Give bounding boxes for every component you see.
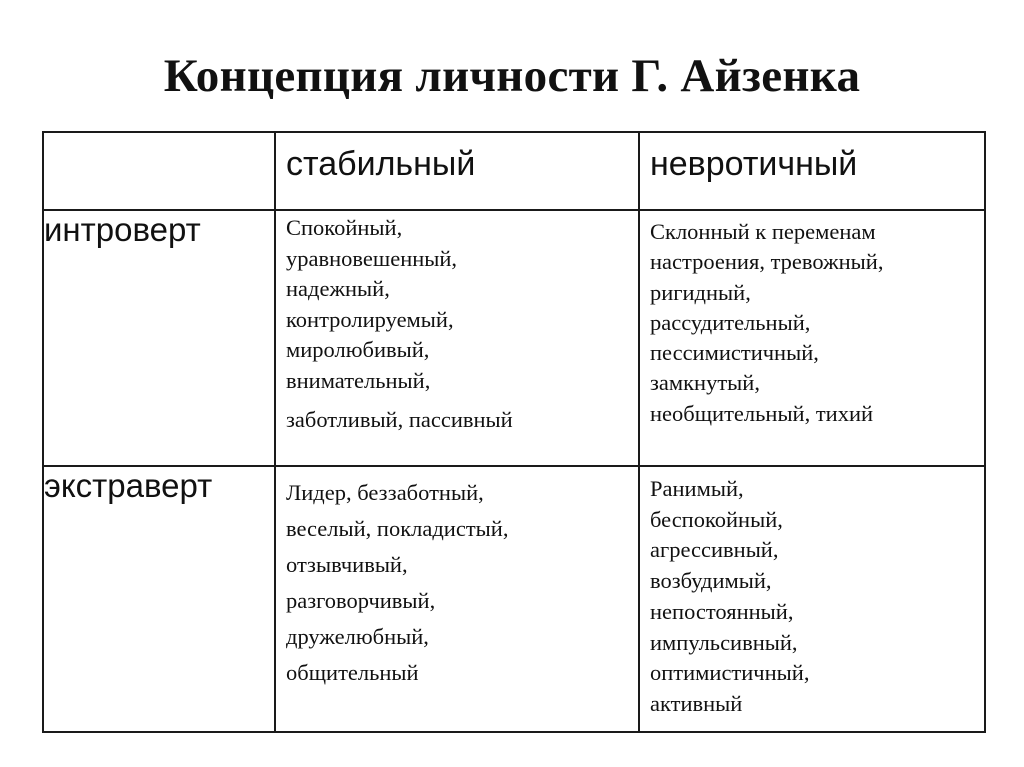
trait-item: надежный, bbox=[286, 276, 390, 301]
trait-item: уравновешенный, bbox=[286, 245, 458, 271]
trait-list bbox=[640, 211, 984, 429]
trait-item: настроения, тревожный, bbox=[650, 249, 884, 275]
trait-item: замкнутый, bbox=[650, 370, 760, 396]
trait-item: ригидный, bbox=[650, 279, 751, 305]
cell-introvert-neurotic bbox=[639, 210, 985, 466]
cell-extravert-neurotic bbox=[639, 466, 985, 732]
trait-list bbox=[276, 467, 638, 691]
trait-item: непостоянный, bbox=[650, 598, 794, 624]
trait-item: импульсивный, bbox=[650, 629, 798, 655]
row-header-extravert: экстраверт bbox=[43, 466, 275, 732]
trait-item: заботливый, пассивный bbox=[286, 407, 513, 432]
trait-item: пессимистичный, bbox=[650, 340, 819, 366]
table-header-row bbox=[43, 132, 985, 210]
trait-item: дружелюбный, bbox=[286, 624, 429, 649]
trait-item: отзывчивый, bbox=[286, 552, 408, 577]
trait-list bbox=[640, 467, 984, 720]
trait-item: беспокойный, bbox=[650, 506, 783, 532]
column-header-neurotic-label: невротичный bbox=[650, 145, 858, 183]
trait-item: возбудимый, bbox=[650, 568, 772, 594]
column-header-stable bbox=[275, 132, 639, 210]
trait-item: активный bbox=[650, 690, 743, 716]
trait-item: веселый, покладистый, bbox=[286, 516, 509, 541]
row-header-introvert: интроверт bbox=[43, 210, 275, 466]
trait-item: внимательный, bbox=[286, 367, 431, 393]
personality-table bbox=[42, 131, 986, 733]
corner-cell bbox=[43, 132, 275, 210]
trait-item: Лидер, беззаботный, bbox=[286, 480, 484, 505]
trait-item: рассудительный, bbox=[650, 309, 811, 335]
trait-item: Ранимый, bbox=[650, 476, 744, 501]
page-title: Концепция личности Г. Айзенка bbox=[163, 50, 861, 102]
cell-introvert-stable bbox=[275, 210, 639, 466]
column-header-neurotic bbox=[639, 132, 985, 210]
trait-item: контролируемый, bbox=[286, 306, 454, 332]
trait-item: оптимистичный, bbox=[650, 660, 810, 686]
table-row-extravert bbox=[43, 466, 985, 732]
trait-item: разговорчивый, bbox=[286, 588, 436, 613]
trait-item: общительный bbox=[286, 660, 419, 685]
trait-item: миролюбивый, bbox=[286, 337, 430, 362]
table-row-introvert bbox=[43, 210, 985, 466]
trait-item: Склонный к переменам bbox=[650, 219, 876, 244]
trait-list bbox=[276, 211, 638, 436]
trait-item: агрессивный, bbox=[650, 537, 779, 563]
trait-item: необщительный, тихий bbox=[650, 400, 874, 426]
column-header-stable-label: стабильный bbox=[286, 145, 476, 183]
trait-item: Спокойный, bbox=[286, 215, 403, 240]
cell-extravert-stable bbox=[275, 466, 639, 732]
